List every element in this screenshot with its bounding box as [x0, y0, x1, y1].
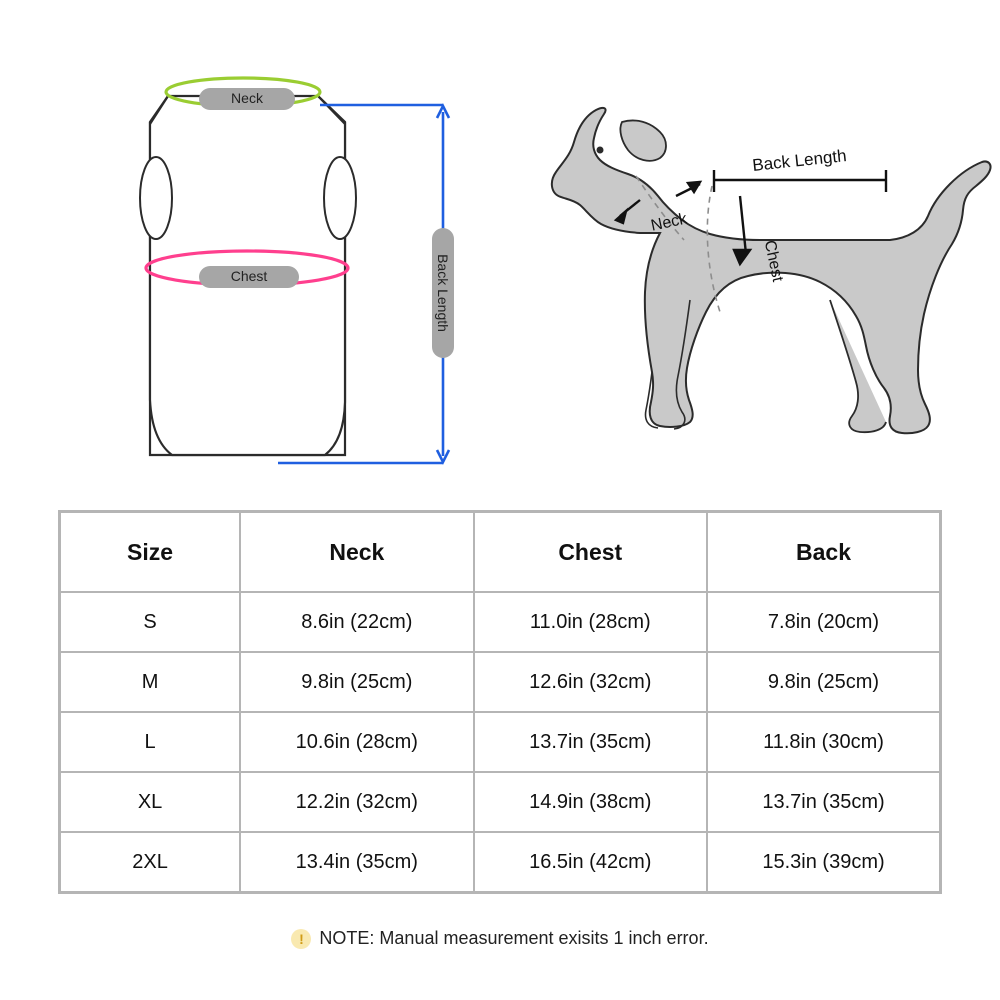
table-row [60, 772, 941, 832]
chest-label-text: Chest [230, 268, 268, 284]
dog-neck-label: Neck [649, 210, 689, 235]
cell-chest: 12.6in (32cm) [474, 652, 707, 712]
note-text: NOTE: Manual measurement exisits 1 inch error. [319, 928, 709, 948]
table-row [60, 592, 941, 652]
cell-neck: 10.6in (28cm) [240, 712, 473, 772]
cell-back: 11.8in (30cm) [707, 712, 941, 772]
back-length-label-text: Back Length [435, 254, 451, 332]
cell-size: 2XL [60, 832, 241, 893]
note-row [0, 928, 1000, 949]
cell-neck: 12.2in (32cm) [240, 772, 473, 832]
size-table [58, 510, 942, 894]
cell-back: 13.7in (35cm) [707, 772, 941, 832]
cell-size: L [60, 712, 241, 772]
cell-size: XL [60, 772, 241, 832]
dog-chest-label: Chest [760, 238, 787, 284]
cell-chest: 14.9in (38cm) [474, 772, 707, 832]
cell-chest: 13.7in (35cm) [474, 712, 707, 772]
cell-neck: 8.6in (22cm) [240, 592, 473, 652]
cell-chest: 11.0in (28cm) [474, 592, 707, 652]
cell-size: S [60, 592, 241, 652]
neck-label-text: Neck [231, 90, 263, 106]
chest-arrow [734, 196, 750, 264]
table-row [60, 712, 941, 772]
back-length-label [432, 228, 454, 358]
col-header-size: Size [60, 512, 241, 593]
table-row [60, 832, 941, 893]
chest-label [199, 266, 299, 288]
exclamation-icon: ! [291, 929, 311, 949]
cell-back: 7.8in (20cm) [707, 592, 941, 652]
cell-back: 15.3in (39cm) [707, 832, 941, 893]
col-header-back: Back [707, 512, 941, 593]
cell-neck: 9.8in (25cm) [240, 652, 473, 712]
dog-back-length-label: Back Length [751, 146, 848, 175]
dog-diagram [552, 108, 991, 433]
table-row [60, 652, 941, 712]
cell-chest: 16.5in (42cm) [474, 832, 707, 893]
cell-size: M [60, 652, 241, 712]
cell-neck: 13.4in (35cm) [240, 832, 473, 893]
garment-diagram [140, 78, 454, 463]
neck-label [199, 88, 295, 110]
table-header-row [60, 512, 941, 593]
col-header-neck: Neck [240, 512, 473, 593]
cell-back: 9.8in (25cm) [707, 652, 941, 712]
col-header-chest: Chest [474, 512, 707, 593]
size-table-wrap [58, 510, 942, 894]
dog-back-length-arrow [714, 170, 886, 192]
